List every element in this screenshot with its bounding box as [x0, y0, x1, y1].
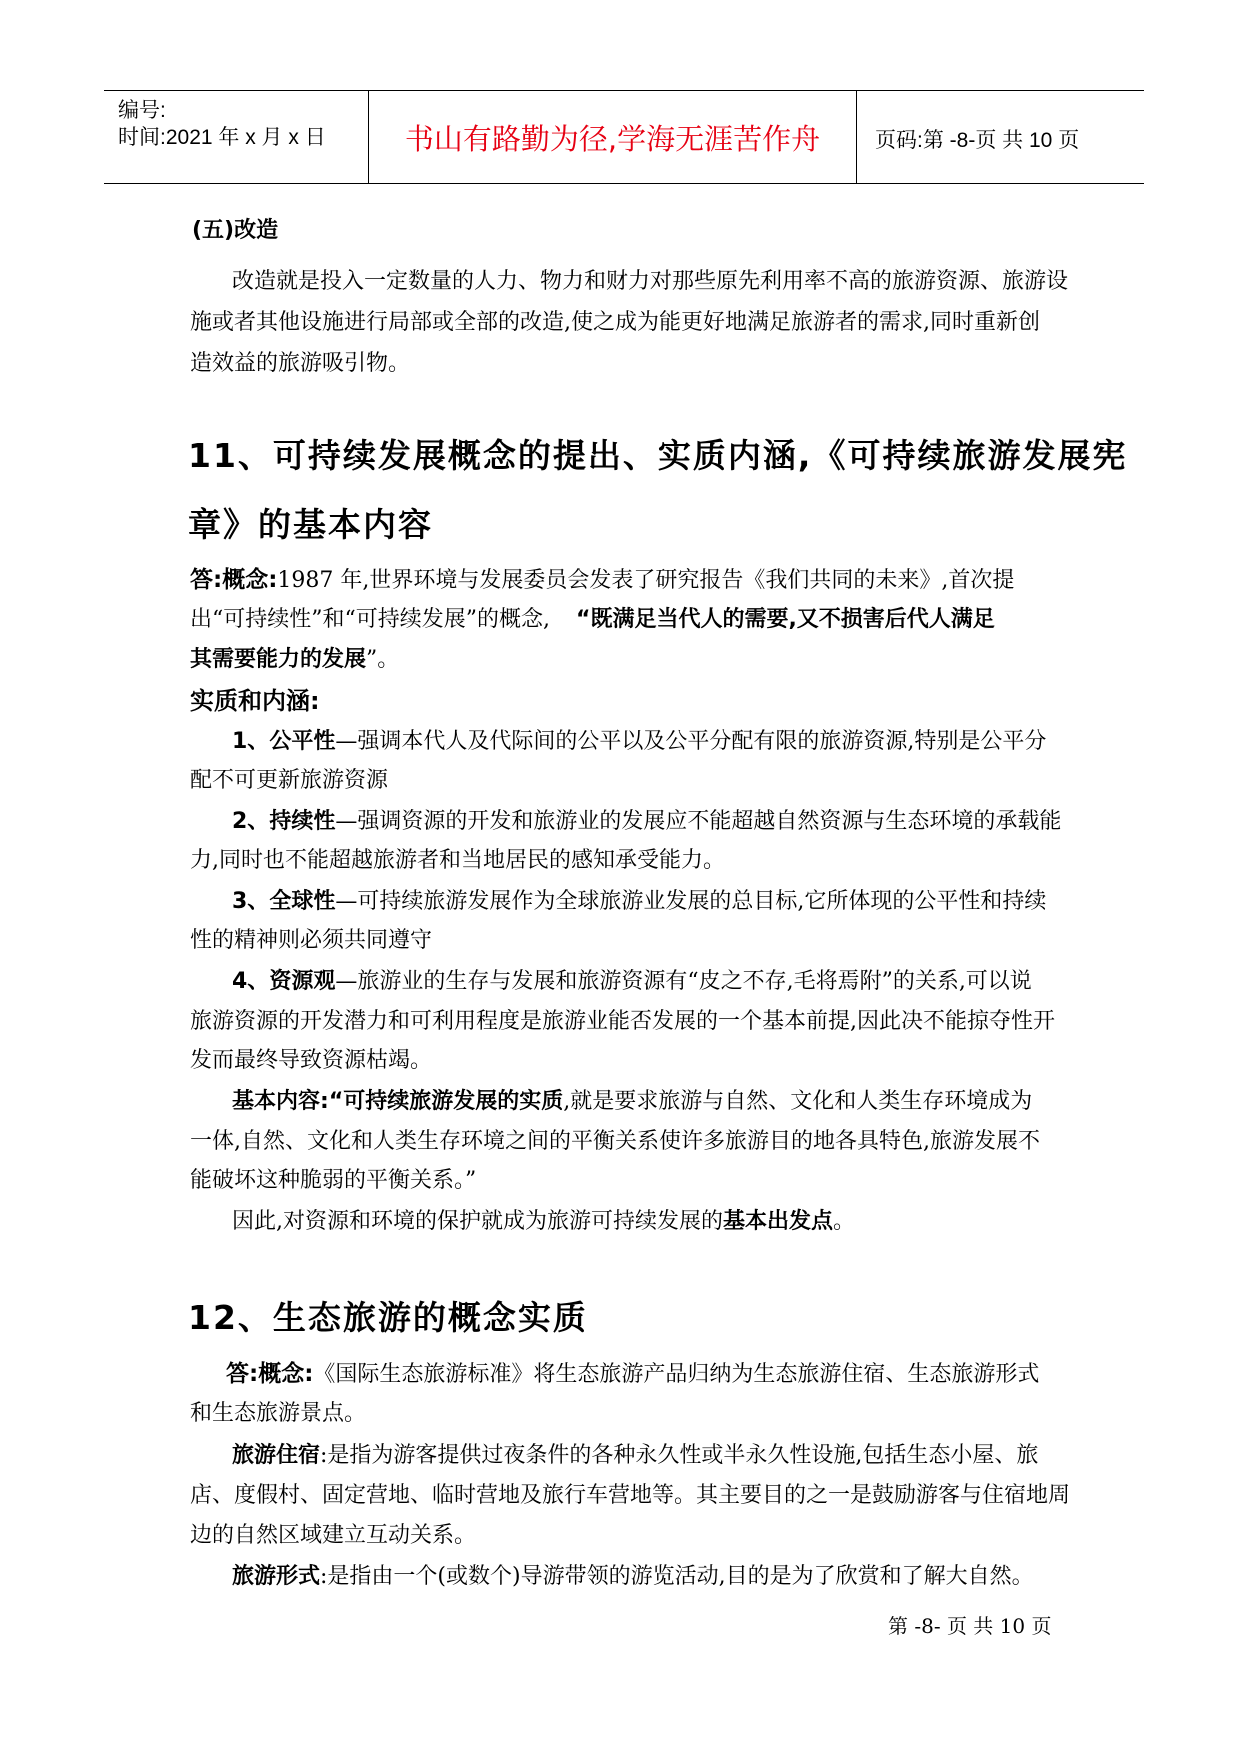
q11-answer-bold-2: “既满足当代人的需要,又不损害后代人满足 — [575, 607, 995, 632]
q11-basic-label: 基本内容: — [232, 1089, 329, 1114]
q11-item-2-line-1 — [232, 808, 1061, 836]
q11-item-4-line-3: 发而最终导致资源枯竭。 — [190, 1048, 433, 1073]
q12-form-label: 旅游形式 — [232, 1564, 321, 1589]
q11-item-2-num: 2、 — [232, 809, 270, 834]
q12-answer-line-2: 和生态旅游景点。 — [190, 1401, 367, 1426]
q11-basic-line-2: 一体,自然、文化和人类生存环境之间的平衡关系使许多旅游目的地各具特色,旅游发展不 — [190, 1129, 1040, 1154]
q11-item-3-num: 3、 — [232, 889, 270, 914]
q11-item-3-text-1: —可持续旅游发展作为全球旅游业发展的总目标,它所体现的公平性和持续 — [335, 889, 1047, 914]
document-header — [104, 90, 1144, 184]
section-five-line-3: 造效益的旅游吸引物。 — [190, 351, 411, 376]
page-footer: 第 -8- 页 共 10 页 — [888, 1614, 1052, 1638]
q11-basic-bold: “可持续旅游发展的实质 — [328, 1089, 564, 1114]
header-page-label: 页码:第 -8-页 共 10 页 — [875, 129, 1080, 152]
q12-answer-label: 答:概念: — [226, 1361, 314, 1387]
q11-conclusion-bold: 基本出发点 — [723, 1209, 834, 1234]
q12-lodging-text-1: :是指为游客提供过夜条件的各种永久性或半永久性设施,包括生态小屋、旅 — [320, 1443, 1039, 1468]
section-five-line-1: 改造就是投入一定数量的人力、物力和财力对那些原先利用率不高的旅游资源、旅游设 — [232, 269, 1069, 294]
header-left-cell — [104, 91, 369, 183]
q11-conclusion-line — [232, 1208, 855, 1236]
q11-item-1-line-2: 配不可更新旅游资源 — [190, 768, 389, 793]
section-five-title: (五)改造 — [192, 218, 279, 243]
section-five-line-2: 施或者其他设施进行局部或全部的改造,使之成为能更好地满足旅游者的需求,同时重新创 — [190, 310, 1040, 335]
q11-answer-end-3: ”。 — [366, 647, 400, 672]
q12-lodging-line-1 — [232, 1442, 1038, 1470]
document-number-label: 编号: — [118, 99, 166, 122]
q11-item-2-line-2: 力,同时也不能超越旅游者和当地居民的感知承受能力。 — [190, 848, 725, 873]
q12-form-line-1 — [232, 1563, 1034, 1591]
q11-item-2-label: 持续性 — [269, 809, 336, 834]
q11-answer-line-2 — [190, 606, 995, 634]
q11-item-4-line-1 — [232, 968, 1032, 996]
q11-item-4-num: 4、 — [232, 969, 270, 994]
q11-basic-line-3: 能破坏这种脆弱的平衡关系。” — [190, 1168, 477, 1193]
q11-heading-line-1: 11、可持续发展概念的提出、实质内涵,《可持续旅游发展宪 — [188, 436, 1128, 475]
q11-answer-text-2: 出“可持续性”和“可持续发展”的概念, — [190, 607, 550, 632]
q11-answer-text-1: 1987 年,世界环境与发展委员会发表了研究报告《我们共同的未来》,首次提 — [277, 568, 1015, 593]
q11-item-1-line-1 — [232, 728, 1046, 756]
q11-answer-label: 答:概念: — [190, 567, 278, 593]
q11-item-3-line-2: 性的精神则必须共同遵守 — [190, 928, 433, 953]
header-motto: 书山有路勤为径,学海无涯苦作舟 — [404, 122, 821, 156]
q11-item-1-text-1: —强调本代人及代际间的公平以及公平分配有限的旅游资源,特别是公平分 — [335, 729, 1047, 754]
q11-item-3-label: 全球性 — [269, 889, 336, 914]
q12-answer-text-1: 《国际生态旅游标准》将生态旅游产品归纳为生态旅游住宿、生态旅游形式 — [313, 1362, 1040, 1387]
header-middle-cell — [369, 91, 857, 183]
q11-item-2-text-1: —强调资源的开发和旅游业的发展应不能超越自然资源与生态环境的承载能 — [335, 809, 1062, 834]
q11-conclusion-end: 。 — [833, 1209, 856, 1234]
q11-item-4-label: 资源观 — [269, 969, 336, 994]
q12-lodging-line-2: 店、度假村、固定营地、临时营地及旅行车营地等。其主要目的之一是鼓励游客与住宿地周 — [190, 1483, 1071, 1508]
q12-lodging-label: 旅游住宿 — [232, 1443, 321, 1468]
q12-lodging-line-3: 边的自然区域建立互动关系。 — [190, 1523, 477, 1548]
q11-basic-text-1: ,就是要求旅游与自然、文化和人类生存环境成为 — [563, 1089, 1033, 1114]
q11-item-1-num: 1、 — [232, 729, 270, 754]
q11-basic-line-1 — [232, 1088, 1032, 1116]
q11-answer-line-3 — [190, 646, 399, 674]
q11-answer-line-1 — [190, 566, 1014, 595]
q11-answer-bold-3: 其需要能力的发展 — [190, 647, 367, 672]
q11-item-4-text-1: —旅游业的生存与发展和旅游资源有“皮之不存,毛将焉附”的关系,可以说 — [335, 969, 1032, 994]
document-time-label: 时间:2021 年 x 月 x 日 — [118, 126, 326, 149]
header-right-cell — [857, 91, 1144, 183]
q12-heading: 12、生态旅游的概念实质 — [188, 1298, 588, 1337]
q12-form-text-1: :是指由一个(或数个)导游带领的游览活动,目的是为了欣赏和了解大自然。 — [320, 1564, 1034, 1589]
q11-heading-line-2: 章》的基本内容 — [188, 505, 433, 544]
q11-essence-label: 实质和内涵: — [190, 687, 320, 715]
q11-item-1-label: 公平性 — [269, 729, 336, 754]
q12-answer-line-1 — [226, 1360, 1039, 1389]
q11-conclusion-text: 因此,对资源和环境的保护就成为旅游可持续发展的 — [232, 1209, 723, 1234]
q11-item-3-line-1 — [232, 888, 1046, 916]
q11-item-4-line-2: 旅游资源的开发潜力和可利用程度是旅游业能否发展的一个基本前提,因此决不能掠夺性开 — [190, 1009, 1055, 1034]
